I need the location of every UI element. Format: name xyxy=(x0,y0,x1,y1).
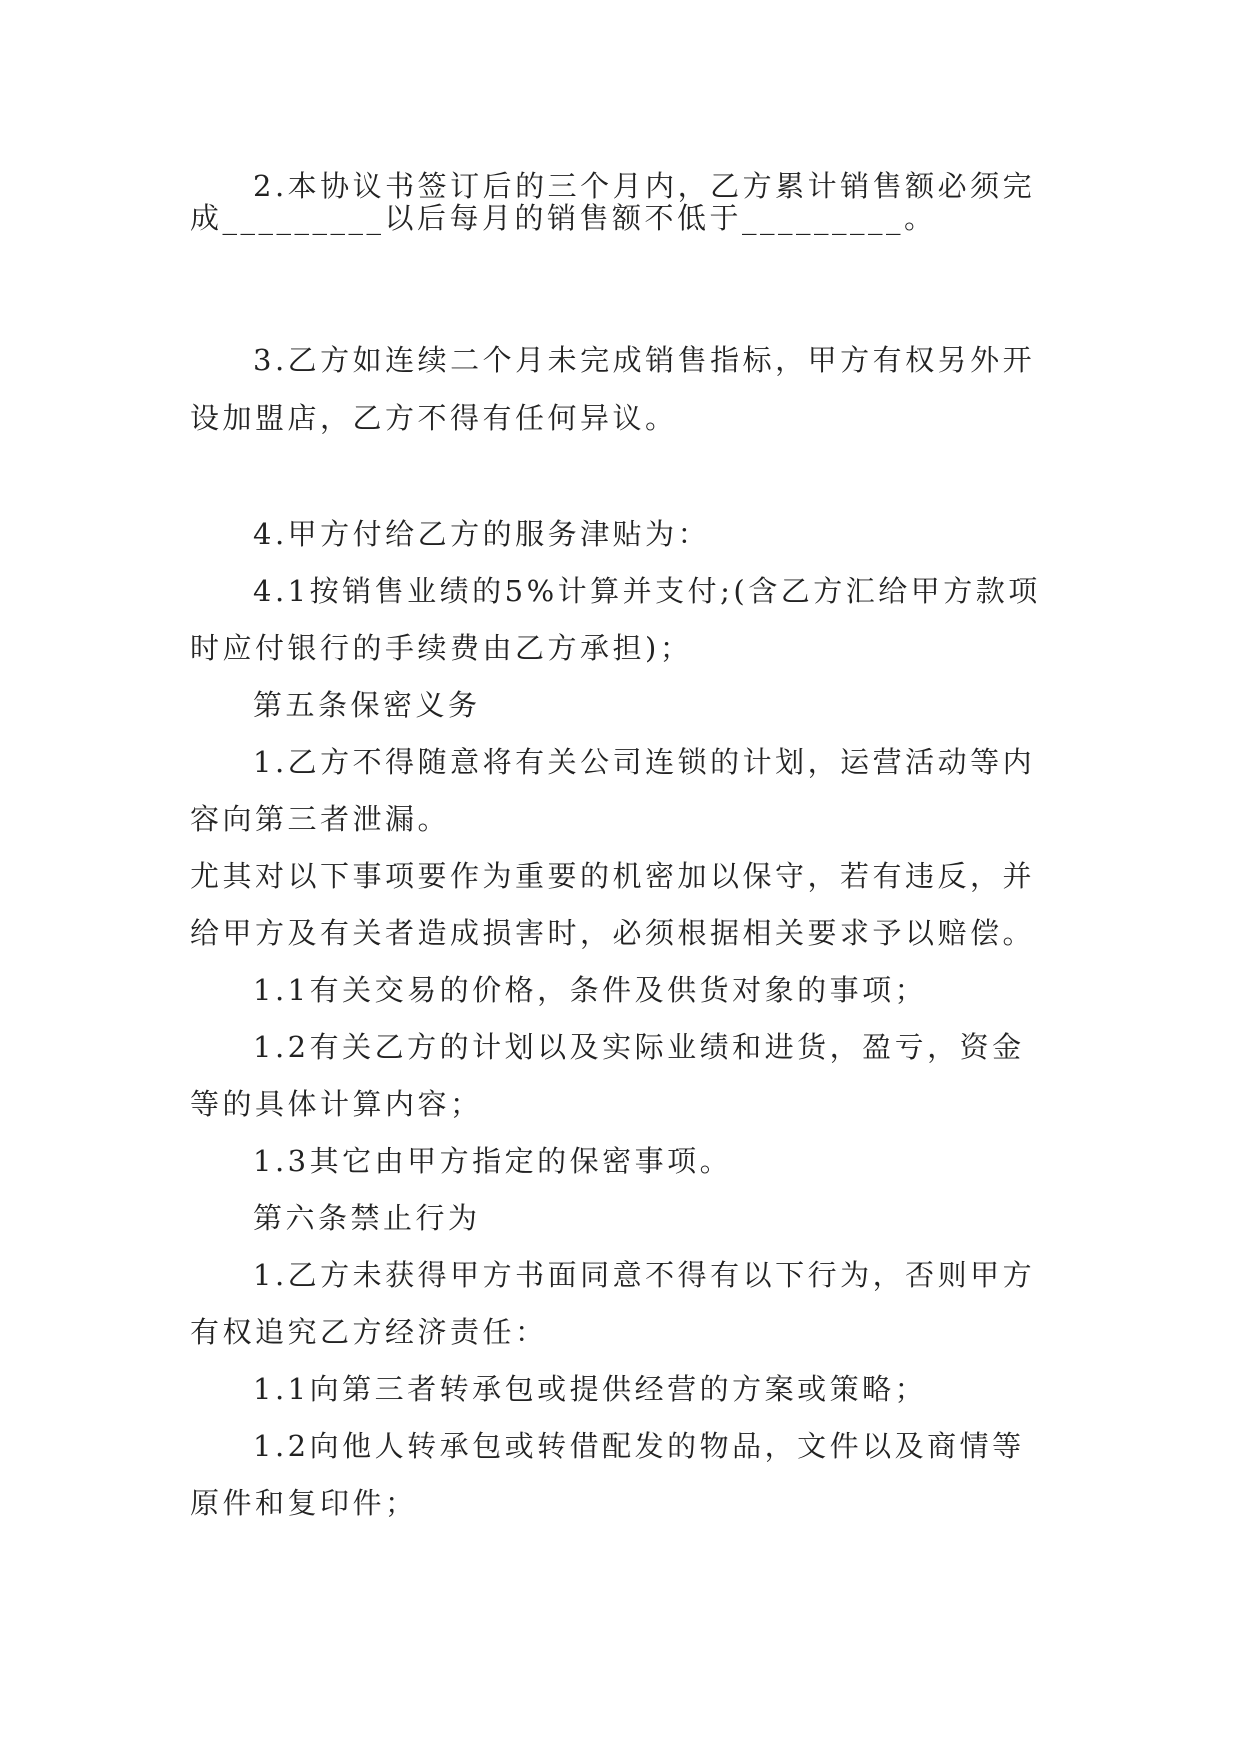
text-line: 设加盟店，乙方不得有任何异议。 xyxy=(190,401,678,435)
text-line: 3.乙方如连续二个月未完成销售指标，甲方有权另外开 xyxy=(253,343,1036,377)
text-line: 1.乙方不得随意将有关公司连锁的计划，运营活动等内 xyxy=(253,745,1036,779)
text-line: 4.1按销售业绩的5%计算并支付;(含乙方汇给甲方款项 xyxy=(253,574,1041,608)
text-line: 1.3其它由甲方指定的保密事项。 xyxy=(253,1144,733,1178)
text-line: 等的具体计算内容； xyxy=(190,1087,483,1121)
text-line: 给甲方及有关者造成损害时，必须根据相关要求予以赔偿。 xyxy=(190,916,1036,950)
text-line: 时应付银行的手续费由乙方承担)； xyxy=(190,631,693,665)
text-line: 2.本协议书签订后的三个月内，乙方累计销售额必须完 xyxy=(253,169,1036,203)
text-line: 1.1向第三者转承包或提供经营的方案或策略； xyxy=(253,1372,928,1406)
text-line: 1.2向他人转承包或转借配发的物品，文件以及商情等 xyxy=(253,1429,1025,1463)
text-line: 有权追究乙方经济责任： xyxy=(190,1315,548,1349)
text-line: 1.2有关乙方的计划以及实际业绩和进货，盈亏，资金 xyxy=(253,1030,1025,1064)
text-line: 4.甲方付给乙方的服务津贴为： xyxy=(253,517,711,551)
section-heading: 第六条禁止行为 xyxy=(253,1201,481,1235)
text-line: 尤其对以下事项要作为重要的机密加以保守，若有违反，并 xyxy=(190,859,1036,893)
text-line: 1.乙方未获得甲方书面同意不得有以下行为，否则甲方 xyxy=(253,1258,1036,1292)
section-heading: 第五条保密义务 xyxy=(253,688,481,722)
text-line: 成_________以后每月的销售额不低于_________。 xyxy=(190,201,937,235)
text-line: 原件和复印件； xyxy=(190,1486,418,1520)
text-line: 容向第三者泄漏。 xyxy=(190,802,451,836)
text-line: 1.1有关交易的价格，条件及供货对象的事项； xyxy=(253,973,928,1007)
